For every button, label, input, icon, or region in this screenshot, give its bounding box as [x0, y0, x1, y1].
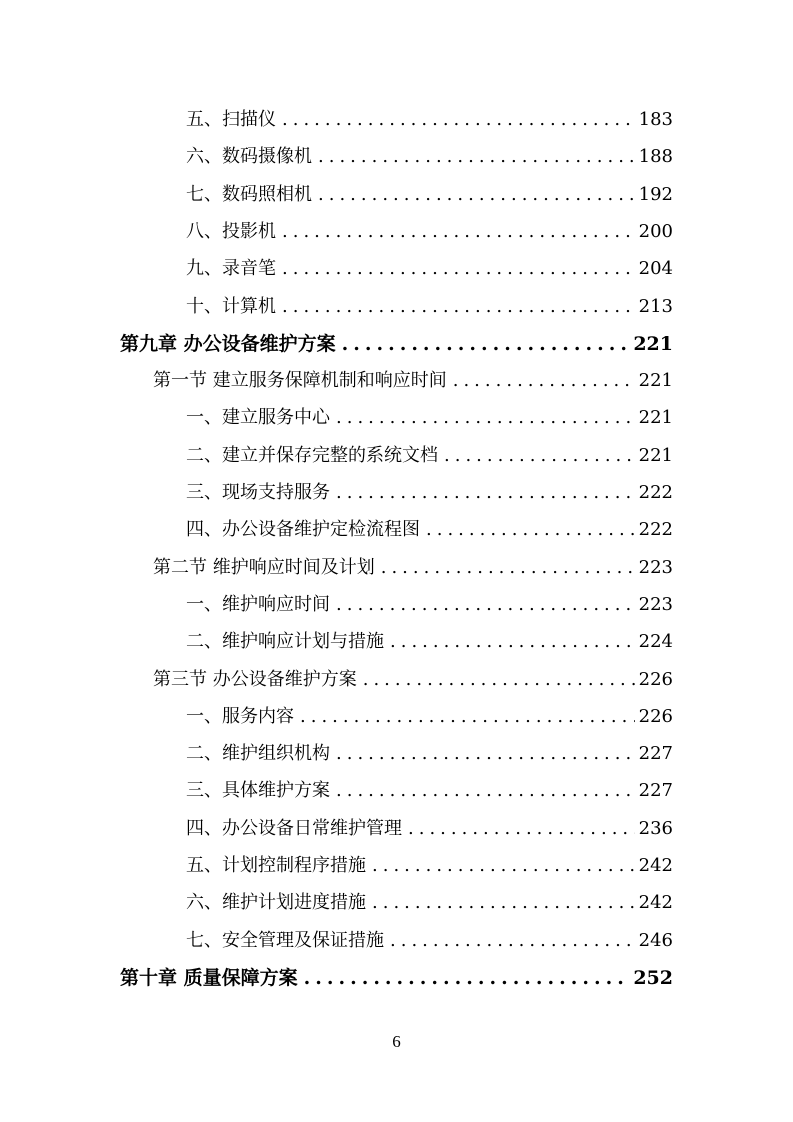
- toc-item-entry[interactable]: [186, 145, 673, 169]
- toc-entry-title: 六、维护计划进度措施: [186, 892, 366, 914]
- toc-dot-leader: [318, 183, 635, 207]
- toc-item-entry[interactable]: [186, 593, 673, 617]
- toc-dot-leader: [282, 257, 635, 281]
- toc-entry-page: 222: [638, 519, 673, 541]
- toc-dot-leader: [318, 145, 635, 169]
- toc-entry-title: 十、计算机: [186, 295, 276, 317]
- toc-item-entry[interactable]: [186, 705, 673, 729]
- toc-entry-page: 221: [638, 444, 673, 466]
- toc-dot-leader: [390, 630, 635, 654]
- toc-entry-title: 一、建立服务中心: [186, 407, 330, 429]
- toc-entry-title: 第一节 建立服务保障机制和响应时间: [153, 370, 447, 392]
- toc-entry-title: 五、计划控制程序措施: [186, 855, 366, 876]
- toc-item-entry[interactable]: [186, 891, 673, 915]
- toc-section-entry[interactable]: [153, 556, 673, 580]
- toc-entry-page: 223: [638, 593, 673, 615]
- toc-entry-page: 236: [638, 817, 673, 839]
- toc-entry-title: 四、办公设备日常维护管理: [186, 817, 402, 839]
- toc-item-entry[interactable]: [186, 630, 673, 654]
- toc-entry-page: 213: [638, 295, 673, 317]
- toc-entry-title: 七、数码照相机: [186, 183, 312, 205]
- toc-entry-title: 六、数码摄像机: [186, 146, 312, 168]
- toc-entry-page: 226: [638, 668, 673, 690]
- toc-item-entry[interactable]: [186, 779, 673, 803]
- toc-entry-title: 第三节 办公设备维护方案: [153, 668, 357, 690]
- toc-dot-leader: [453, 369, 635, 393]
- toc-item-entry[interactable]: [186, 257, 673, 281]
- toc-dot-leader: [282, 220, 635, 244]
- toc-item-entry[interactable]: [186, 481, 673, 505]
- toc-entry-title: 七、安全管理及保证措施: [186, 929, 384, 951]
- toc-entry-title: 八、投影机: [186, 220, 276, 242]
- toc-item-entry[interactable]: [186, 220, 673, 244]
- toc-entry-title: 三、现场支持服务: [186, 482, 330, 503]
- toc-dot-leader: [336, 406, 635, 430]
- toc-entry-page: 204: [638, 258, 673, 280]
- toc-dot-leader: [390, 929, 635, 953]
- toc-item-entry[interactable]: [186, 742, 673, 766]
- toc-dot-leader: [282, 295, 635, 319]
- toc-entry-page: 227: [638, 780, 673, 802]
- toc-dot-leader: [444, 444, 635, 468]
- toc-entry-page: 221: [638, 407, 673, 429]
- toc-entry-page: 183: [638, 109, 673, 130]
- toc-chapter-entry[interactable]: [120, 332, 673, 356]
- toc-entry-page: 221: [633, 332, 673, 355]
- toc-dot-leader: [372, 891, 635, 915]
- toc-entry-page: 224: [638, 631, 673, 653]
- toc-item-entry[interactable]: [186, 929, 673, 953]
- toc-section-entry[interactable]: [153, 668, 673, 692]
- toc-dot-leader: [304, 966, 630, 990]
- toc-entry-title: 第十章 质量保障方案: [120, 966, 298, 989]
- toc-entry-page: 192: [638, 183, 673, 205]
- toc-dot-leader: [336, 779, 635, 803]
- toc-item-entry[interactable]: [186, 108, 673, 132]
- toc-entry-title: 第九章 办公设备维护方案: [120, 332, 336, 355]
- toc-item-entry[interactable]: [186, 183, 673, 207]
- toc-dot-leader: [336, 481, 635, 505]
- toc-entry-page: 223: [638, 556, 673, 578]
- toc-dot-leader: [426, 518, 635, 542]
- toc-entry-page: 226: [638, 705, 673, 727]
- toc-dot-leader: [300, 705, 635, 729]
- toc-dot-leader: [282, 108, 635, 132]
- toc-entry-page: 222: [638, 482, 673, 503]
- toc-entry-title: 五、扫描仪: [186, 109, 276, 130]
- toc-entry-title: 第二节 维护响应时间及计划: [153, 556, 375, 578]
- toc-entry-page: 227: [638, 743, 673, 765]
- toc-item-entry[interactable]: [186, 817, 673, 841]
- toc-item-entry[interactable]: [186, 406, 673, 430]
- toc-dot-leader: [336, 742, 635, 766]
- toc-dot-leader: [363, 668, 635, 692]
- toc-entry-title: 二、维护响应计划与措施: [186, 631, 384, 653]
- toc-item-entry[interactable]: [186, 854, 673, 878]
- toc-item-entry[interactable]: [186, 444, 673, 468]
- toc-dot-leader: [342, 332, 630, 356]
- toc-entry-title: 三、具体维护方案: [186, 780, 330, 802]
- toc-entry-title: 二、维护组织机构: [186, 743, 330, 765]
- toc-entry-title: 九、录音笔: [186, 258, 276, 280]
- page-number: 6: [392, 1032, 401, 1051]
- toc-section-entry[interactable]: [153, 369, 673, 393]
- toc-entry-title: 二、建立并保存完整的系统文档: [186, 444, 438, 466]
- toc-entry-page: 252: [633, 966, 673, 989]
- toc-dot-leader: [336, 593, 635, 617]
- toc-entry-page: 242: [638, 855, 673, 876]
- toc-entry-page: 221: [638, 370, 673, 392]
- toc-entry-title: 四、办公设备维护定检流程图: [186, 519, 420, 541]
- toc-chapter-entry[interactable]: [120, 966, 673, 990]
- toc-entry-title: 一、服务内容: [186, 705, 294, 727]
- toc-dot-leader: [408, 817, 635, 841]
- toc-item-entry[interactable]: [186, 295, 673, 319]
- toc-entry-page: 188: [638, 146, 673, 168]
- toc-dot-leader: [381, 556, 635, 580]
- toc-entry-page: 242: [638, 892, 673, 914]
- toc-entry-title: 一、维护响应时间: [186, 593, 330, 615]
- toc-dot-leader: [372, 854, 635, 878]
- toc-entry-page: 246: [638, 929, 673, 951]
- toc-entry-page: 200: [638, 220, 673, 242]
- toc-item-entry[interactable]: [186, 518, 673, 542]
